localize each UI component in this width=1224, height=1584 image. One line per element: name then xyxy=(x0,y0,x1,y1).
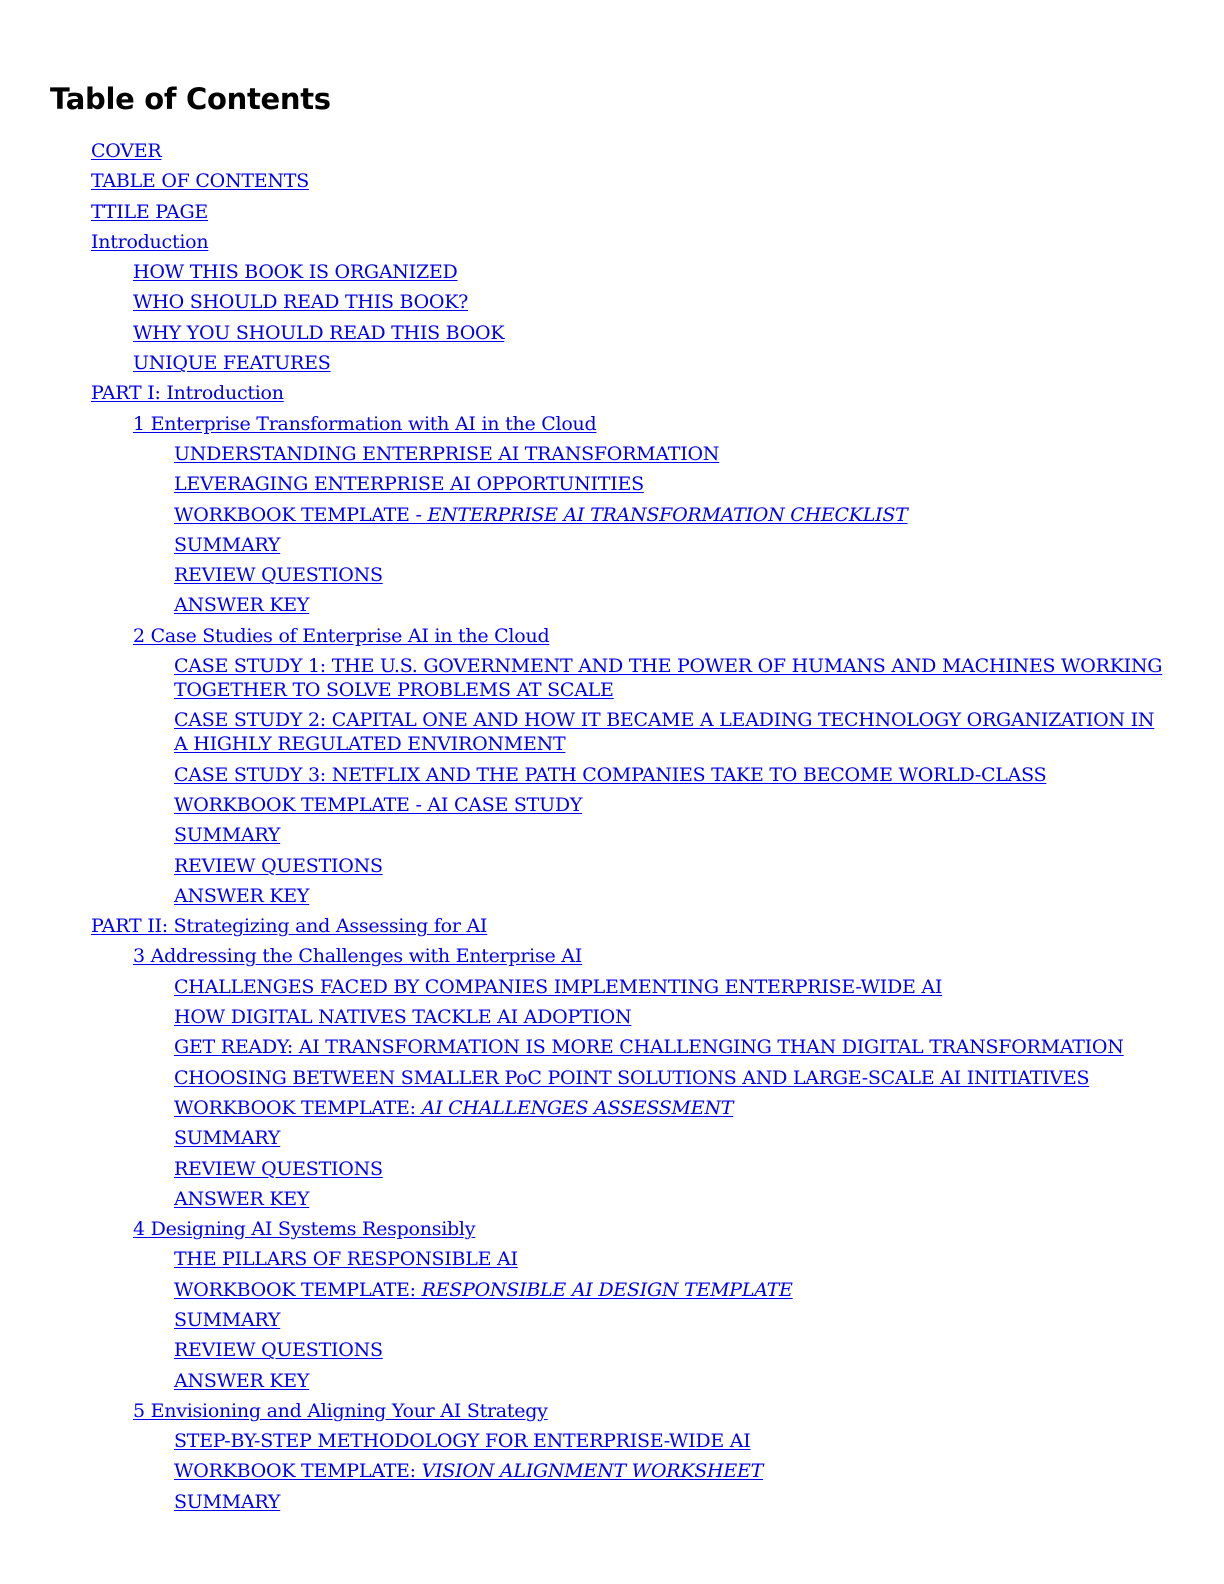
toc-link-text: WORKBOOK TEMPLATE: xyxy=(174,1278,422,1301)
toc-link-text: REVIEW QUESTIONS xyxy=(174,564,383,587)
toc-entry-level-2 xyxy=(0,1187,1224,1211)
toc-entry-level-2 xyxy=(0,1278,1224,1302)
toc-link[interactable] xyxy=(174,473,644,495)
toc-link-text: LEVERAGING ENTERPRISE AI OPPORTUNITIES xyxy=(174,473,644,496)
toc-link[interactable] xyxy=(133,625,549,647)
toc-link-text: WORKBOOK TEMPLATE: xyxy=(174,1096,422,1119)
toc-link[interactable] xyxy=(133,261,458,283)
toc-link[interactable] xyxy=(174,1248,518,1270)
toc-link[interactable] xyxy=(174,564,383,586)
toc-link-text: Introduction xyxy=(91,230,209,253)
toc-entry-level-2 xyxy=(0,1066,1224,1090)
toc-link[interactable] xyxy=(174,709,1154,755)
toc-link-text: CASE STUDY 2: CAPITAL ONE AND HOW IT BECAME A LEADING TECHNOLOGY ORGANIZATION IN A HIGHLY REGULATED ENVIRONMENT xyxy=(174,709,1155,756)
toc-entry-level-2 xyxy=(0,1338,1224,1362)
toc-entry-level-2 xyxy=(0,975,1224,999)
toc-entry-level-2 xyxy=(0,563,1224,587)
toc-link[interactable] xyxy=(174,1188,309,1210)
toc-link[interactable] xyxy=(174,1339,383,1361)
toc-entry-level-2 xyxy=(0,763,1224,787)
toc-link[interactable] xyxy=(133,413,596,435)
toc-entry-level-2 xyxy=(0,1459,1224,1483)
toc-link[interactable] xyxy=(91,915,487,937)
toc-link-text: HOW DIGITAL NATIVES TACKLE AI ADOPTION xyxy=(174,1006,632,1029)
toc-link[interactable] xyxy=(174,1067,1089,1089)
toc-link-text: CASE STUDY 1: THE U.S. GOVERNMENT AND THE POWER OF HUMANS AND MACHINES WORKING TOGETHER TO SOLVE PROBLEMS AT SCALE xyxy=(174,655,1163,702)
toc-link-text: 2 Case Studies of Enterprise AI in the Cloud xyxy=(133,624,550,647)
toc-link-text: ANSWER KEY xyxy=(174,594,310,617)
toc-entry-level-1 xyxy=(0,1399,1224,1423)
toc-link-text: 1 Enterprise Transformation with AI in the Cloud xyxy=(133,412,597,435)
toc-link-text: UNDERSTANDING ENTERPRISE AI TRANSFORMATION xyxy=(174,442,720,465)
toc-link-text: WORKBOOK TEMPLATE: xyxy=(174,1460,422,1483)
toc-link-text: SUMMARY xyxy=(174,824,281,847)
toc-entry-level-0 xyxy=(0,139,1224,163)
toc-link[interactable] xyxy=(91,382,284,404)
toc-entry-level-2 xyxy=(0,593,1224,617)
toc-link-text: SUMMARY xyxy=(174,1127,281,1150)
toc-entry-level-2 xyxy=(0,1035,1224,1059)
toc-link-italic-text: AI CHALLENGES ASSESSMENT xyxy=(421,1096,734,1119)
toc-link-italic-text: RESPONSIBLE AI DESIGN TEMPLATE xyxy=(421,1278,793,1301)
toc-list xyxy=(0,139,1224,1520)
toc-link[interactable] xyxy=(174,1158,383,1180)
toc-entry-level-1 xyxy=(0,944,1224,968)
toc-link[interactable] xyxy=(174,1097,733,1119)
toc-link[interactable] xyxy=(133,1218,475,1240)
toc-link[interactable] xyxy=(174,1460,763,1482)
toc-link[interactable] xyxy=(174,855,383,877)
toc-entry-level-2 xyxy=(0,1369,1224,1393)
toc-entry-level-2 xyxy=(0,1126,1224,1150)
toc-entry-level-2 xyxy=(0,854,1224,878)
toc-entry-level-1 xyxy=(0,351,1224,375)
toc-link-text: ANSWER KEY xyxy=(174,1187,310,1210)
toc-link[interactable] xyxy=(174,1127,280,1149)
toc-entry-level-2 xyxy=(0,1429,1224,1453)
toc-link-text: STEP-BY-STEP METHODOLOGY FOR ENTERPRISE-WIDE AI xyxy=(174,1430,751,1453)
toc-link-text: ANSWER KEY xyxy=(174,884,310,907)
toc-entry-level-2 xyxy=(0,1247,1224,1271)
toc-link-text: HOW THIS BOOK IS ORGANIZED xyxy=(133,261,458,284)
toc-link[interactable] xyxy=(174,824,280,846)
toc-entry-level-1 xyxy=(0,412,1224,436)
toc-entry-level-2 xyxy=(0,1005,1224,1029)
toc-link-text: PART II: Strategizing and Assessing for AI xyxy=(91,915,488,938)
toc-entry-level-2 xyxy=(0,442,1224,466)
toc-link[interactable] xyxy=(91,231,208,253)
toc-link-text: SUMMARY xyxy=(174,1490,281,1513)
toc-link[interactable] xyxy=(174,443,719,465)
toc-entry-level-2 xyxy=(0,503,1224,527)
toc-link[interactable] xyxy=(174,1370,309,1392)
toc-link[interactable] xyxy=(91,140,161,162)
toc-entry-level-0 xyxy=(0,230,1224,254)
toc-link-text: REVIEW QUESTIONS xyxy=(174,1157,383,1180)
toc-link-text: SUMMARY xyxy=(174,1308,281,1331)
toc-entry-level-2 xyxy=(0,1490,1224,1514)
toc-link-text: CHALLENGES FACED BY COMPANIES IMPLEMENTING ENTERPRISE-WIDE AI xyxy=(174,975,943,998)
toc-link[interactable] xyxy=(133,945,582,967)
toc-link-text: REVIEW QUESTIONS xyxy=(174,854,383,877)
toc-entry-level-1 xyxy=(0,260,1224,284)
toc-link-text: TABLE OF CONTENTS xyxy=(91,170,309,193)
toc-entry-level-2 xyxy=(0,793,1224,817)
toc-entry-level-2 xyxy=(0,1308,1224,1332)
toc-entry-level-0 xyxy=(0,169,1224,193)
toc-link[interactable] xyxy=(174,534,280,556)
toc-entry-level-0 xyxy=(0,381,1224,405)
toc-entry-level-2 xyxy=(0,708,1224,756)
toc-link[interactable] xyxy=(91,170,309,192)
toc-link-text: 4 Designing AI Systems Responsibly xyxy=(133,1218,476,1241)
toc-link[interactable] xyxy=(174,794,582,816)
toc-link-text: 3 Addressing the Challenges with Enterprise AI xyxy=(133,945,583,968)
toc-link[interactable] xyxy=(133,352,331,374)
toc-entry-level-1 xyxy=(0,290,1224,314)
toc-link[interactable] xyxy=(91,201,208,223)
toc-link[interactable] xyxy=(174,1309,280,1331)
toc-link[interactable] xyxy=(174,1491,280,1513)
toc-link-text: THE PILLARS OF RESPONSIBLE AI xyxy=(174,1248,518,1271)
toc-link-text: CASE STUDY 3: NETFLIX AND THE PATH COMPANIES TAKE TO BECOME WORLD-CLASS xyxy=(174,763,1047,786)
toc-link[interactable] xyxy=(174,976,942,998)
toc-link[interactable] xyxy=(174,1279,793,1301)
toc-entry-level-0 xyxy=(0,200,1224,224)
page-title: Table of Contents xyxy=(50,82,331,116)
toc-link-text: COVER xyxy=(91,140,162,162)
toc-link-text: WHY YOU SHOULD READ THIS BOOK xyxy=(133,321,505,344)
toc-link[interactable] xyxy=(174,885,309,907)
toc-link[interactable] xyxy=(174,594,309,616)
toc-link-text: WORKBOOK TEMPLATE - xyxy=(174,503,428,526)
toc-link-italic-text: VISION ALIGNMENT WORKSHEET xyxy=(421,1460,764,1483)
toc-link-text: ANSWER KEY xyxy=(174,1369,310,1392)
toc-link-text: GET READY: AI TRANSFORMATION IS MORE CHALLENGING THAN DIGITAL TRANSFORMATION xyxy=(174,1036,1124,1059)
toc-link-text: PART I: Introduction xyxy=(91,382,284,405)
toc-entry-level-2 xyxy=(0,1157,1224,1181)
toc-link[interactable] xyxy=(133,322,504,344)
toc-entry-level-1 xyxy=(0,624,1224,648)
toc-link-text: CHOOSING BETWEEN SMALLER PoC POINT SOLUTIONS AND LARGE-SCALE AI INITIATIVES xyxy=(174,1066,1090,1089)
toc-link-italic-text: ENTERPRISE AI TRANSFORMATION CHECKLIST xyxy=(427,503,908,526)
toc-entry-level-2 xyxy=(0,533,1224,557)
toc-link-text: WORKBOOK TEMPLATE - AI CASE STUDY xyxy=(174,793,583,816)
toc-link[interactable] xyxy=(174,504,908,526)
toc-link[interactable] xyxy=(133,1400,548,1422)
toc-link[interactable] xyxy=(174,764,1046,786)
toc-entry-level-1 xyxy=(0,1217,1224,1241)
toc-link-text: TTILE PAGE xyxy=(91,200,209,223)
toc-link[interactable] xyxy=(174,1036,1124,1058)
toc-link[interactable] xyxy=(174,655,1162,701)
toc-entry-level-2 xyxy=(0,1096,1224,1120)
toc-entry-level-2 xyxy=(0,823,1224,847)
toc-entry-level-2 xyxy=(0,654,1224,702)
toc-link-text: SUMMARY xyxy=(174,533,281,556)
toc-link[interactable] xyxy=(174,1006,631,1028)
toc-entry-level-1 xyxy=(0,321,1224,345)
toc-link-text: 5 Envisioning and Aligning Your AI Strategy xyxy=(133,1399,548,1422)
toc-entry-level-0 xyxy=(0,914,1224,938)
toc-link[interactable] xyxy=(133,291,468,313)
toc-entry-level-2 xyxy=(0,472,1224,496)
toc-link-text: UNIQUE FEATURES xyxy=(133,352,331,375)
toc-entry-level-2 xyxy=(0,884,1224,908)
toc-link-text: WHO SHOULD READ THIS BOOK? xyxy=(133,291,469,314)
toc-link[interactable] xyxy=(174,1430,751,1452)
toc-link-text: REVIEW QUESTIONS xyxy=(174,1339,383,1362)
